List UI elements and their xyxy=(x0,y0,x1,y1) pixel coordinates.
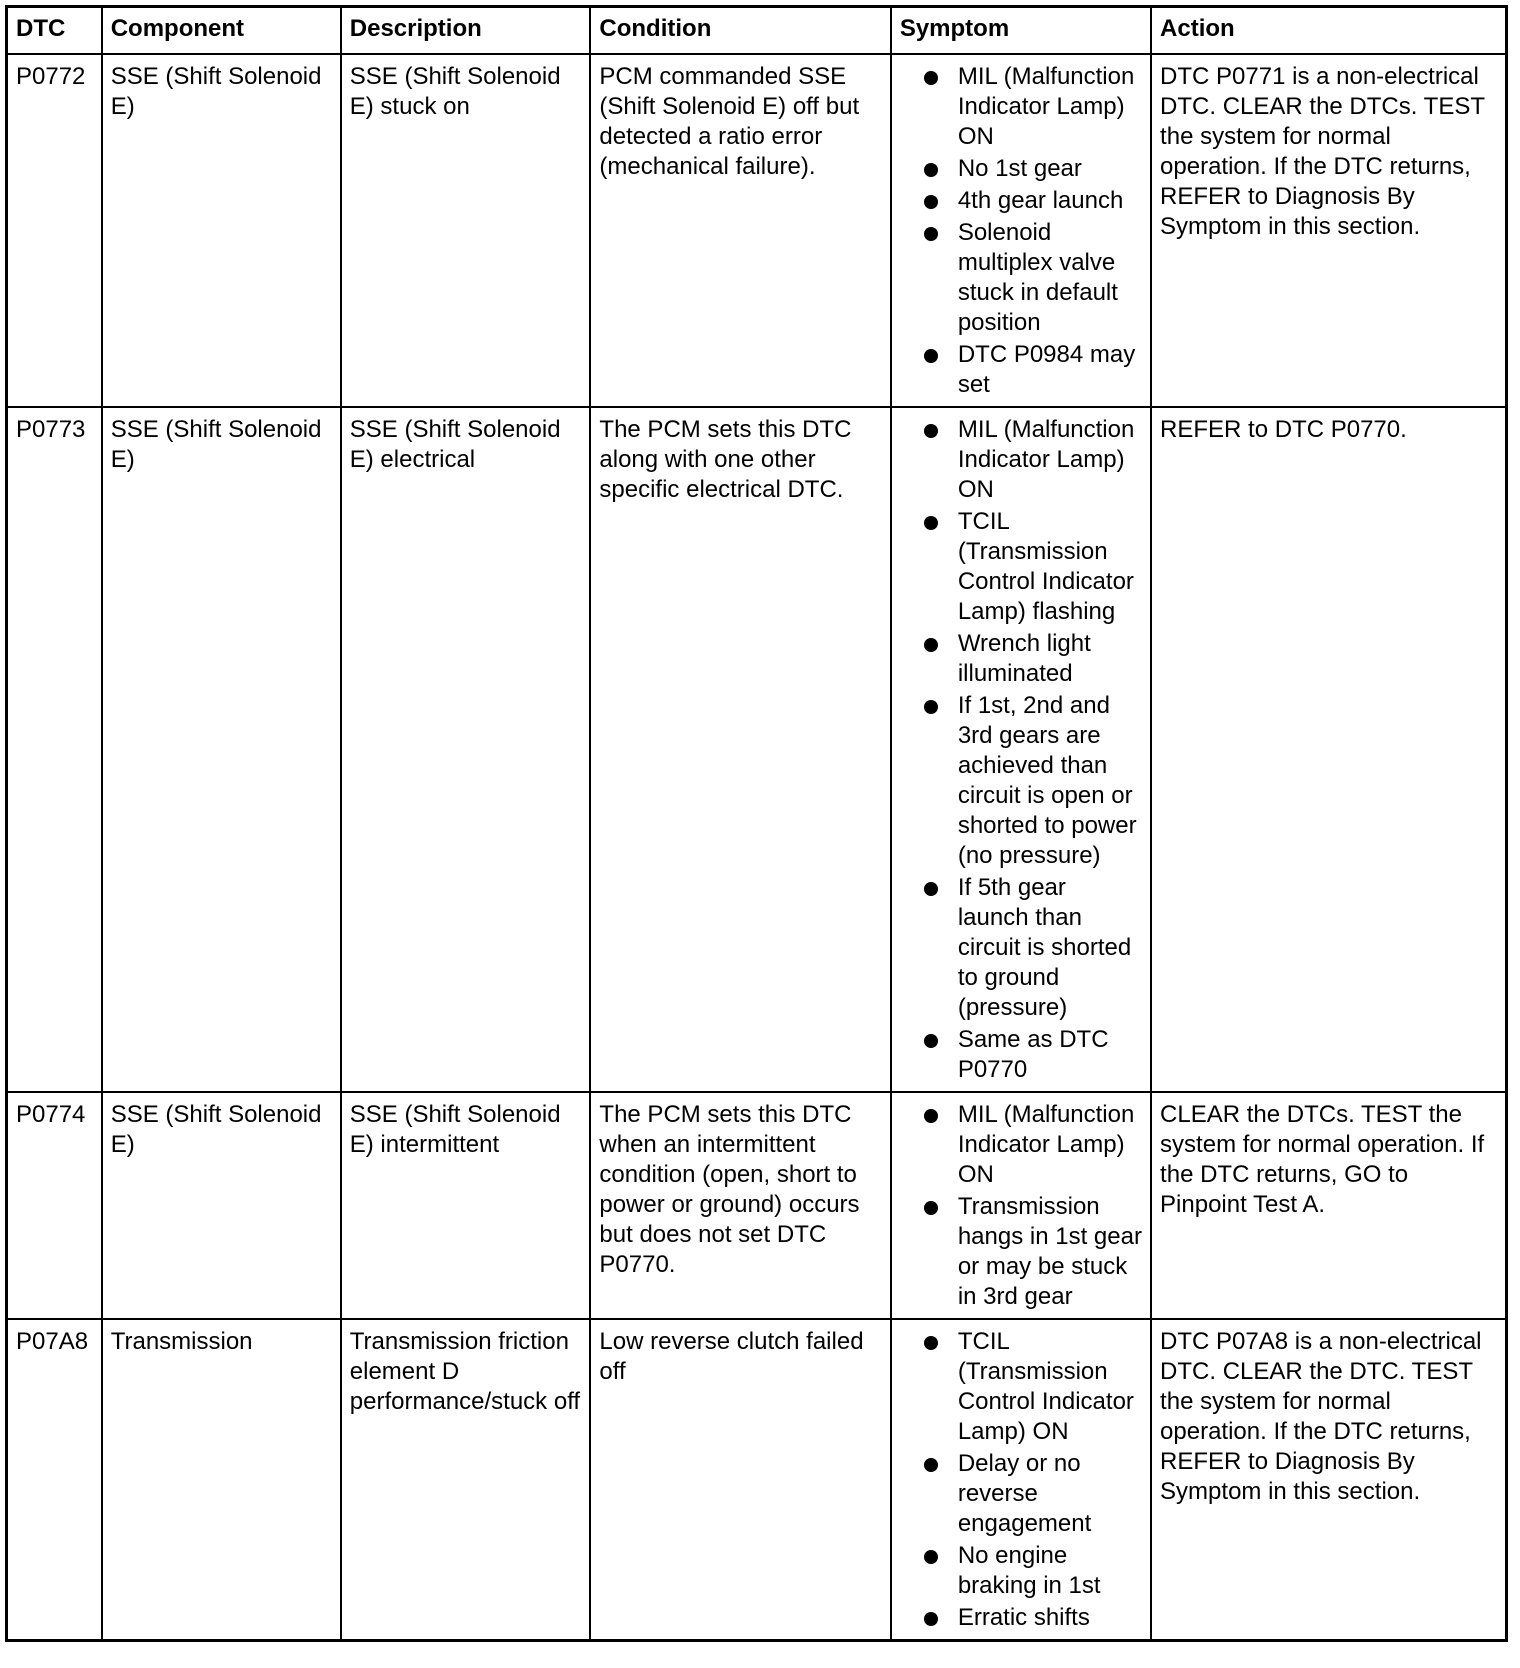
dtc-code: P07A8 xyxy=(7,1319,102,1641)
symptom-cell xyxy=(891,1092,1151,1319)
header-row xyxy=(7,7,1507,55)
action-cell: DTC P0771 is a non-electrical DTC. CLEAR the DTCs. TEST the system for normal operation. If the DTC returns, REFER to Diagnosis By Symptom in this section. xyxy=(1151,54,1506,407)
symptom-item: Same as DTC P0770 xyxy=(900,1025,1142,1085)
symptom-list xyxy=(900,415,1142,1085)
condition-cell: PCM commanded SSE (Shift Solenoid E) off but detected a ratio error (mechanical failure). xyxy=(590,54,890,407)
table-row xyxy=(7,407,1507,1092)
dtc-table-sheet xyxy=(5,5,1508,1642)
symptom-item: MIL (Malfunction Indicator Lamp) ON xyxy=(900,1100,1142,1190)
header-condition: Condition xyxy=(590,7,890,55)
symptom-item: MIL (Malfunction Indicator Lamp) ON xyxy=(900,62,1142,152)
table-row xyxy=(7,54,1507,407)
condition-cell: The PCM sets this DTC along with one other specific electrical DTC. xyxy=(590,407,890,1092)
symptom-cell xyxy=(891,1319,1151,1641)
symptom-item: No 1st gear xyxy=(900,154,1142,184)
symptom-list xyxy=(900,1327,1142,1633)
component-cell: SSE (Shift Solenoid E) xyxy=(102,1092,341,1319)
dtc-code: P0774 xyxy=(7,1092,102,1319)
symptom-item: DTC P0984 may set xyxy=(900,340,1142,400)
condition-cell: The PCM sets this DTC when an intermittent condition (open, short to power or ground) occurs but does not set DTC P0770. xyxy=(590,1092,890,1319)
symptom-item: If 5th gear launch than circuit is shorted to ground (pressure) xyxy=(900,873,1142,1023)
description-cell: SSE (Shift Solenoid E) electrical xyxy=(341,407,591,1092)
component-cell: SSE (Shift Solenoid E) xyxy=(102,54,341,407)
header-component: Component xyxy=(102,7,341,55)
action-cell: CLEAR the DTCs. TEST the system for normal operation. If the DTC returns, GO to Pinpoint Test A. xyxy=(1151,1092,1506,1319)
table-row xyxy=(7,1319,1507,1641)
header-symptom: Symptom xyxy=(891,7,1151,55)
symptom-item: No engine braking in 1st xyxy=(900,1541,1142,1601)
symptom-item: Solenoid multiplex valve stuck in default position xyxy=(900,218,1142,338)
symptom-item: MIL (Malfunction Indicator Lamp) ON xyxy=(900,415,1142,505)
symptom-item: Wrench light illuminated xyxy=(900,629,1142,689)
symptom-item: Erratic shifts xyxy=(900,1603,1142,1633)
symptom-item: TCIL (Transmission Control Indicator Lamp) flashing xyxy=(900,507,1142,627)
dtc-code: P0772 xyxy=(7,54,102,407)
symptom-list xyxy=(900,1100,1142,1312)
header-description: Description xyxy=(341,7,591,55)
description-cell: SSE (Shift Solenoid E) intermittent xyxy=(341,1092,591,1319)
condition-cell: Low reverse clutch failed off xyxy=(590,1319,890,1641)
symptom-item: If 1st, 2nd and 3rd gears are achieved than circuit is open or shorted to power (no pressure) xyxy=(900,691,1142,871)
symptom-item: 4th gear launch xyxy=(900,186,1142,216)
symptom-list xyxy=(900,62,1142,400)
symptom-item: TCIL (Transmission Control Indicator Lamp) ON xyxy=(900,1327,1142,1447)
description-cell: Transmission friction element D performance/stuck off xyxy=(341,1319,591,1641)
symptom-cell xyxy=(891,407,1151,1092)
dtc-table xyxy=(5,5,1508,1642)
dtc-code: P0773 xyxy=(7,407,102,1092)
symptom-item: Delay or no reverse engagement xyxy=(900,1449,1142,1539)
component-cell: SSE (Shift Solenoid E) xyxy=(102,407,341,1092)
description-cell: SSE (Shift Solenoid E) stuck on xyxy=(341,54,591,407)
component-cell: Transmission xyxy=(102,1319,341,1641)
symptom-cell xyxy=(891,54,1151,407)
action-cell: DTC P07A8 is a non-electrical DTC. CLEAR the DTC. TEST the system for normal operation. If the DTC returns, REFER to Diagnosis By Symptom in this section. xyxy=(1151,1319,1506,1641)
header-action: Action xyxy=(1151,7,1506,55)
action-cell: REFER to DTC P0770. xyxy=(1151,407,1506,1092)
symptom-item: Transmission hangs in 1st gear or may be stuck in 3rd gear xyxy=(900,1192,1142,1312)
table-row xyxy=(7,1092,1507,1319)
header-dtc: DTC xyxy=(7,7,102,55)
